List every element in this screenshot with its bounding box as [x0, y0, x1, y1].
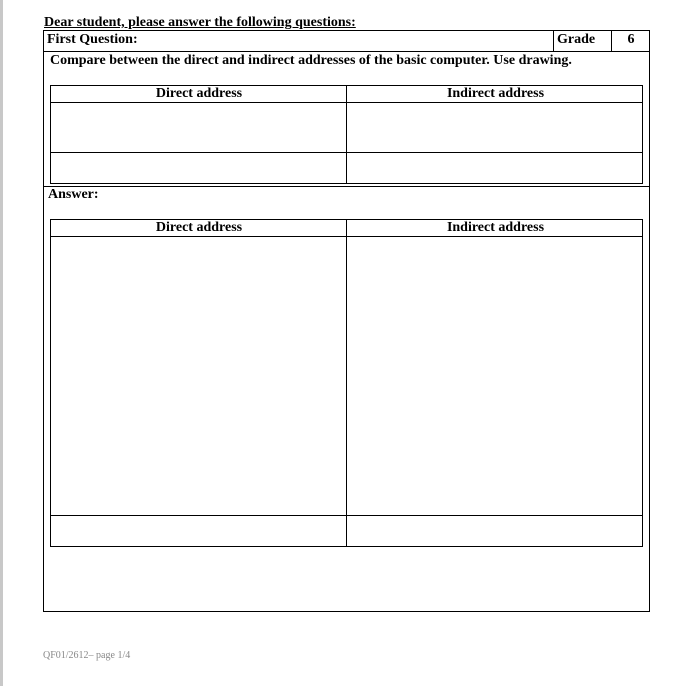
- answer-table-header-direct: Direct address: [155, 220, 243, 235]
- question-prompt: Compare between the direct and indirect addresses of the basic computer. Use drawing.: [50, 53, 572, 68]
- answer-table-header-indirect: Indirect address: [446, 220, 545, 235]
- answer-section-divider: [43, 186, 650, 187]
- answer-label: Answer:: [48, 187, 99, 202]
- answer-table-column-line: [346, 220, 347, 546]
- intro-text: Dear student, please answer the following questions:: [44, 15, 356, 30]
- answer-comparison-table: [50, 219, 643, 547]
- question-table-header-direct: Direct address: [155, 86, 243, 101]
- question-table-header-indirect: Indirect address: [446, 86, 545, 101]
- question-comparison-table: [50, 85, 643, 184]
- question-title: First Question:: [47, 32, 138, 47]
- page-edge-rule: [0, 0, 3, 686]
- question-table-column-line: [346, 86, 347, 183]
- grade-divider-left: [553, 30, 554, 51]
- title-row-divider: [43, 51, 650, 52]
- grade-value: 6: [627, 32, 635, 47]
- page-footer: QF01/2612– page 1/4: [43, 650, 131, 661]
- grade-label: Grade: [557, 32, 596, 47]
